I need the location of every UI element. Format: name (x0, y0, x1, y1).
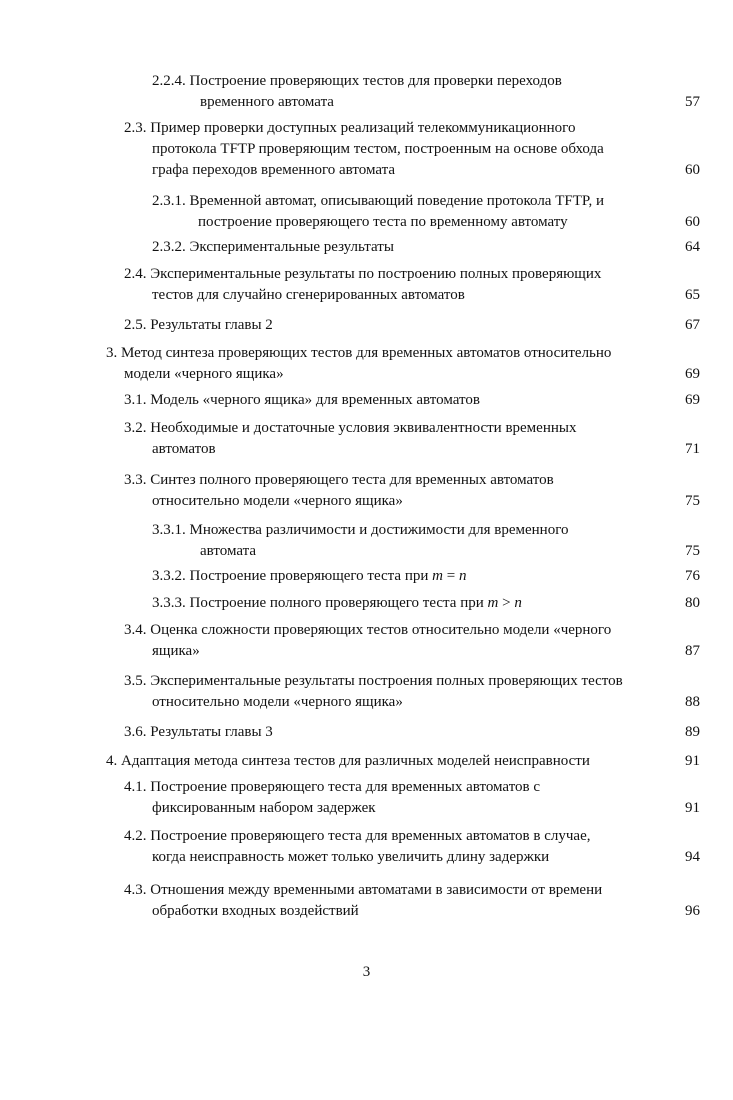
toc-entry-2-4 (124, 264, 700, 306)
toc-line: протокола TFTP проверяющим тестом, построенным на основе обхода (152, 141, 604, 157)
toc-entry-2-3-2 (152, 237, 700, 258)
toc-line: 3.1. Модель «черного ящика» для временных автоматов 69 (124, 390, 700, 411)
toc-line: 2.3. Пример проверки доступных реализаций телекоммуникационного (124, 120, 576, 136)
toc-line: ящика» 87 (124, 641, 700, 662)
toc-page: 91 (685, 800, 700, 816)
toc-page: 89 (685, 724, 700, 740)
toc-line: относительно модели «черного ящика» 75 (124, 491, 700, 512)
toc-line: 2.2.4. Построение проверяющих тестов для проверки переходов (152, 73, 562, 89)
toc-entry-3-2 (124, 418, 700, 460)
toc-page: 71 (685, 441, 700, 457)
toc-line: 3.3.1. Множества различимости и достижимости для временного (152, 522, 569, 538)
page-number: 3 (362, 964, 371, 980)
toc-entry-4-3 (124, 880, 700, 922)
toc-page: 75 (685, 493, 700, 509)
toc-entry-3-3-2 (152, 566, 700, 587)
toc-line: автоматов 71 (124, 439, 700, 460)
toc-page: 76 (685, 568, 700, 584)
toc-line: 3.3.3. Построение полного проверяющего теста при m > n 80 (152, 593, 700, 614)
toc-line: 3.2. Необходимые и достаточные условия эквивалентности временных (124, 420, 577, 436)
toc-line: построение проверяющего теста по временному автомату 60 (152, 212, 700, 233)
toc-line: автомата 75 (152, 541, 700, 562)
toc-entry-4-2 (124, 826, 700, 868)
toc-entry-3-5 (124, 671, 700, 713)
toc-line: тестов для случайно сгенерированных автоматов 65 (124, 285, 700, 306)
toc-line: когда неисправность может только увеличить длину задержки 94 (124, 847, 700, 868)
toc-entry-2-3 (124, 118, 700, 181)
toc-line: 4. Адаптация метода синтеза тестов для различных моделей неисправности 91 (106, 751, 700, 772)
toc-page: 67 (685, 317, 700, 333)
toc-entry-4 (106, 751, 700, 772)
toc-line: графа переходов временного автомата 60 (124, 160, 700, 181)
toc-entry-3 (106, 343, 700, 385)
toc-line: 3.3. Синтез полного проверяющего теста для временных автоматов (124, 472, 554, 488)
toc-page: 87 (685, 643, 700, 659)
toc-page: 69 (685, 366, 700, 382)
toc-entry-3-4 (124, 620, 700, 662)
toc-page: 96 (685, 903, 700, 919)
toc-line: 4.2. Построение проверяющего теста для временных автоматов в случае, (124, 828, 591, 844)
toc-line: обработки входных воздействий 96 (124, 901, 700, 922)
toc-page: 64 (685, 239, 700, 255)
toc-line: 4.3. Отношения между временными автоматами в зависимости от времени (124, 882, 603, 898)
toc-line: 2.4. Экспериментальные результаты по построению полных проверяющих (124, 266, 602, 282)
toc-line: временного автомата 57 (152, 92, 700, 113)
toc-page: 88 (685, 694, 700, 710)
toc-line: 2.3.1. Временной автомат, описывающий поведение протокола TFTP, и (152, 193, 605, 209)
toc-page: 75 (685, 543, 700, 559)
toc-line: 3.6. Результаты главы 3 89 (124, 722, 700, 743)
toc-line: 3.5. Экспериментальные результаты построения полных проверяющих тестов (124, 673, 623, 689)
toc-entry-3-3-3 (152, 593, 700, 614)
toc-page: 91 (685, 753, 700, 769)
toc-page: 57 (685, 94, 700, 110)
toc-line: относительно модели «черного ящика» 88 (124, 692, 700, 713)
toc-entry-3-1 (124, 390, 700, 411)
toc-entry-2-5 (124, 315, 700, 336)
toc-line: 4.1. Построение проверяющего теста для временных автоматов с (124, 779, 541, 795)
toc-page: 60 (685, 214, 700, 230)
toc-page: 65 (685, 287, 700, 303)
toc-line: 2.5. Результаты главы 2 67 (124, 315, 700, 336)
toc-page: 80 (685, 595, 700, 611)
toc-entry-3-3 (124, 470, 700, 512)
toc-entry-4-1 (124, 777, 700, 819)
toc-line: 3.4. Оценка сложности проверяющих тестов относительно модели «черного (124, 622, 612, 638)
toc-entry-3-3-1 (152, 520, 700, 562)
toc-page: 60 (685, 162, 700, 178)
toc-page: 69 (685, 392, 700, 408)
toc-line: 2.3.2. Экспериментальные результаты 64 (152, 237, 700, 258)
toc-entry-3-6 (124, 722, 700, 743)
toc-line: 3.3.2. Построение проверяющего теста при m = n 76 (152, 566, 700, 587)
toc-page: 94 (685, 849, 700, 865)
toc-entry-2-3-1 (152, 191, 700, 233)
toc-line: фиксированным набором задержек 91 (124, 798, 700, 819)
toc-entry-2-2-4 (152, 71, 700, 113)
toc-line: модели «черного ящика» 69 (106, 364, 700, 385)
toc-line: 3. Метод синтеза проверяющих тестов для временных автоматов относительно (106, 345, 612, 361)
